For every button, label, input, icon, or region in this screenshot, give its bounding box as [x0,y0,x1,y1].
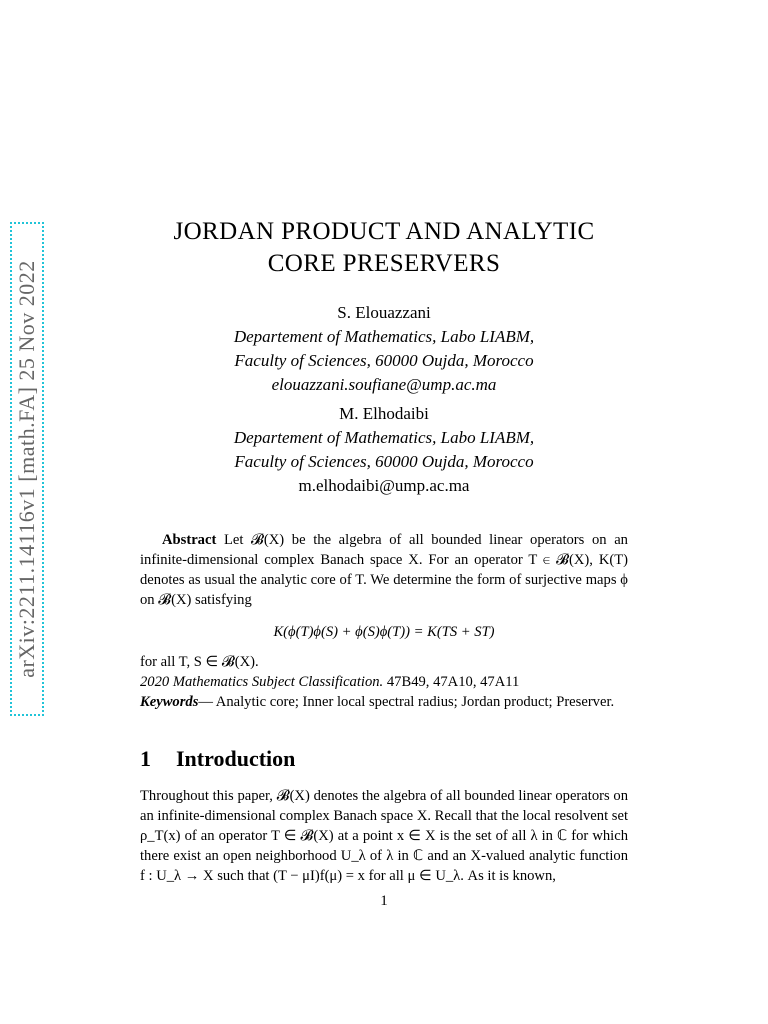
keywords-line [140,692,628,712]
title-line-2: CORE PRESERVERS [267,250,501,277]
intro-paragraph: Throughout this paper, 𝓑(X) denotes the algebra of all bounded linear operators on an infinite-dimensional complex Banach space X. Recall that the local resolvent set ρ_T(x) of an operator T ∈ 𝓑(X) at a point x ∈ X is the set of all λ in ℂ for which there exist an open neighborhood U_λ of λ in ℂ and an X-valued analytic function f : U_λ → X such that (T − μI)f(μ) = x for all μ ∈ U_λ. As it is known, [140,788,628,884]
author-name: S. Elouazzani [337,303,431,322]
paper-title [140,216,628,280]
msc-label: 2020 Mathematics Subject Classification. [140,674,384,690]
abstract-after-equation: for all T, S ∈ 𝓑(X). [140,654,259,670]
abstract-heading: Abstract [162,532,217,548]
keywords-text: — Analytic core; Inner local spectral radius; Jordan product; Preserver. [198,694,615,710]
msc-line [140,672,628,692]
abstract-equation: K(ϕ(T)ϕ(S) + ϕ(S)ϕ(T)) = K(TS + ST) [273,624,495,640]
author-affiliation-line-2: Faculty of Sciences, 60000 Oujda, Morocco [234,351,534,370]
msc-codes: 47B49, 47A10, 47A11 [386,674,520,690]
author-name: M. Elhodaibi [339,404,429,423]
author-affiliation-line-1: Departement of Mathematics, Labo LIABM, [233,428,535,447]
abstract-text: Let 𝓑(X) be the algebra of all bounded linear operators on an infinite-dimensional complex Banach space X. For an operator T ∈ 𝓑(X), K(T) denotes as usual the analytic core of T. We determine the form of surjective maps ϕ on 𝓑(X) satisfying [140,532,628,608]
abstract [140,530,628,712]
page-number: 1 [380,893,388,909]
abstract-paragraph [140,530,628,610]
section-heading [140,746,295,772]
author-block-2 [140,402,628,498]
author-affiliation-line-1: Departement of Mathematics, Labo LIABM, [233,327,535,346]
author-affiliation-line-2: Faculty of Sciences, 60000 Oujda, Morocco [234,452,534,471]
arxiv-identifier: arXiv:2211.14116v1 [math.FA] 25 Nov 2022 [14,260,39,678]
author-email[interactable]: m.elhodaibi@ump.ac.ma [298,476,470,495]
keywords-label: Keywords [140,694,199,710]
author-block-1 [140,301,628,397]
intro-body [140,786,628,886]
author-email[interactable]: elouazzani.soufiane@ump.ac.ma [271,375,497,394]
section-number: 1 [140,746,151,771]
section-title: Introduction [176,746,296,771]
arxiv-side-stamp[interactable] [10,222,44,716]
title-line-1: JORDAN PRODUCT AND ANALYTIC [173,218,595,245]
